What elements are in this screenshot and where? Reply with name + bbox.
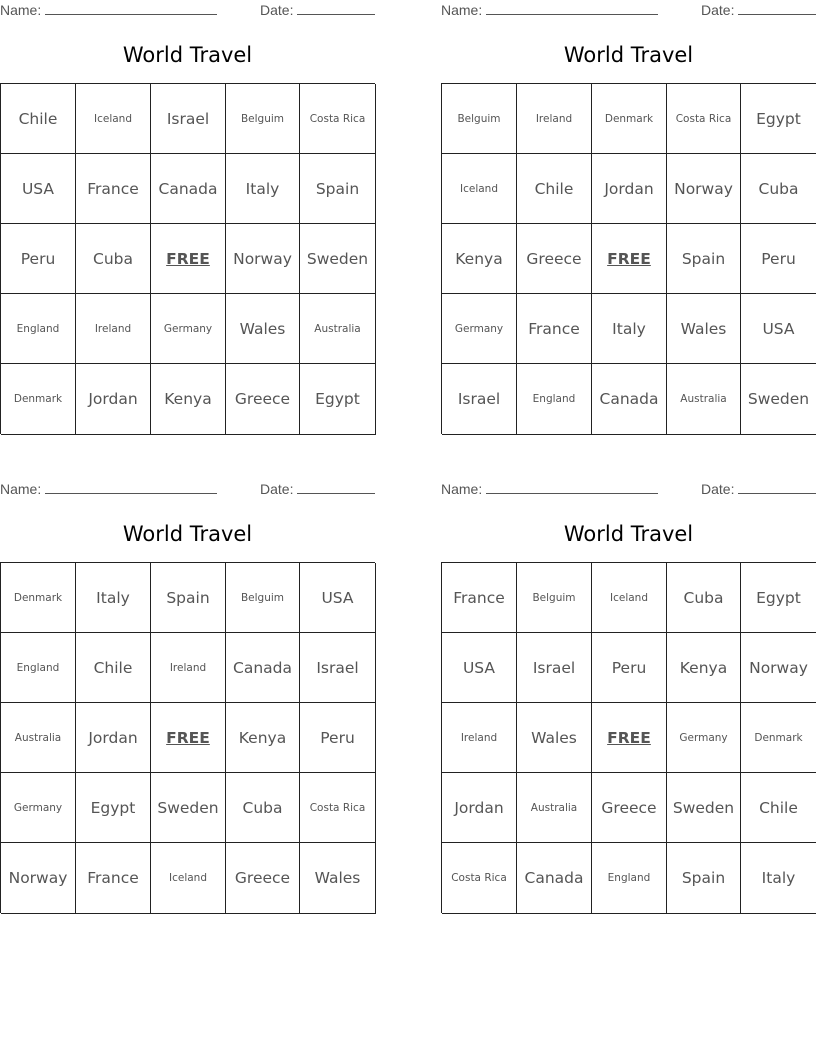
bingo-cell[interactable]: Iceland bbox=[151, 843, 226, 914]
bingo-cell[interactable]: Kenya bbox=[226, 703, 300, 773]
name-blank-line[interactable] bbox=[45, 481, 217, 494]
bingo-cell[interactable]: Australia bbox=[517, 773, 592, 843]
bingo-cell[interactable]: Greece bbox=[517, 224, 592, 294]
card-header bbox=[441, 0, 816, 20]
bingo-cell[interactable]: Sweden bbox=[151, 773, 226, 843]
bingo-cell[interactable]: Jordan bbox=[592, 154, 667, 224]
bingo-cell[interactable]: Chile bbox=[1, 84, 76, 154]
bingo-cell[interactable]: Canada bbox=[226, 633, 300, 703]
bingo-cell[interactable]: Wales bbox=[300, 843, 376, 914]
name-blank-line[interactable] bbox=[486, 481, 658, 494]
bingo-cell[interactable]: Israel bbox=[517, 633, 592, 703]
bingo-grid bbox=[0, 83, 375, 434]
bingo-cell[interactable]: Denmark bbox=[592, 84, 667, 154]
bingo-cell[interactable]: Belguim bbox=[226, 563, 300, 633]
bingo-cell[interactable]: Spain bbox=[667, 224, 741, 294]
bingo-cell[interactable]: Jordan bbox=[76, 364, 151, 435]
bingo-cell[interactable]: Israel bbox=[442, 364, 517, 435]
bingo-cell[interactable]: Peru bbox=[300, 703, 376, 773]
bingo-cell[interactable]: Cuba bbox=[76, 224, 151, 294]
card-title: World Travel bbox=[563, 522, 694, 546]
bingo-cell[interactable]: USA bbox=[741, 294, 816, 364]
bingo-grid bbox=[441, 83, 816, 434]
card-header bbox=[0, 0, 375, 20]
bingo-cell[interactable]: Spain bbox=[151, 563, 226, 633]
bingo-card bbox=[0, 0, 375, 434]
bingo-cell[interactable]: Iceland bbox=[442, 154, 517, 224]
bingo-cell[interactable]: England bbox=[517, 364, 592, 435]
bingo-cell[interactable]: Costa Rica bbox=[300, 773, 376, 843]
bingo-cell[interactable]: Chile bbox=[76, 633, 151, 703]
date-label: Date: bbox=[701, 2, 735, 18]
name-field[interactable] bbox=[441, 2, 658, 18]
date-blank-line[interactable] bbox=[297, 2, 375, 15]
bingo-cell[interactable]: Peru bbox=[1, 224, 76, 294]
bingo-grid bbox=[0, 562, 375, 913]
bingo-card bbox=[441, 479, 816, 913]
bingo-cell[interactable]: Egypt bbox=[741, 84, 816, 154]
card-header bbox=[0, 479, 375, 499]
bingo-cell[interactable]: England bbox=[1, 633, 76, 703]
bingo-cell[interactable]: Canada bbox=[592, 364, 667, 435]
name-label: Name: bbox=[0, 2, 42, 18]
bingo-cell[interactable]: Denmark bbox=[1, 563, 76, 633]
bingo-cell[interactable]: Canada bbox=[151, 154, 226, 224]
bingo-cell[interactable]: Germany bbox=[151, 294, 226, 364]
date-field[interactable] bbox=[260, 2, 375, 18]
bingo-cell[interactable]: Germany bbox=[442, 294, 517, 364]
name-field[interactable] bbox=[0, 481, 217, 497]
bingo-cell[interactable]: Norway bbox=[741, 633, 816, 703]
bingo-cell[interactable]: Canada bbox=[517, 843, 592, 914]
name-label: Name: bbox=[0, 481, 42, 497]
bingo-cell[interactable]: Belguim bbox=[517, 563, 592, 633]
bingo-cell[interactable]: Kenya bbox=[151, 364, 226, 435]
bingo-cell[interactable]: Egypt bbox=[76, 773, 151, 843]
name-label: Name: bbox=[441, 481, 483, 497]
name-blank-line[interactable] bbox=[486, 2, 658, 15]
bingo-grid bbox=[441, 562, 816, 913]
bingo-cell[interactable]: Chile bbox=[517, 154, 592, 224]
date-label: Date: bbox=[701, 481, 735, 497]
bingo-cell[interactable]: Sweden bbox=[667, 773, 741, 843]
bingo-cell[interactable]: Israel bbox=[151, 84, 226, 154]
date-field[interactable] bbox=[260, 481, 375, 497]
name-field[interactable] bbox=[0, 2, 217, 18]
bingo-cell[interactable]: Wales bbox=[517, 703, 592, 773]
bingo-card bbox=[441, 0, 816, 434]
date-label: Date: bbox=[260, 2, 294, 18]
bingo-cell[interactable]: Egypt bbox=[300, 364, 376, 435]
bingo-cell[interactable]: Costa Rica bbox=[300, 84, 376, 154]
bingo-cell[interactable]: Norway bbox=[226, 224, 300, 294]
bingo-cell[interactable]: Denmark bbox=[1, 364, 76, 435]
card-title: World Travel bbox=[122, 43, 253, 67]
name-field[interactable] bbox=[441, 481, 658, 497]
bingo-cell[interactable]: Peru bbox=[592, 633, 667, 703]
bingo-cell[interactable]: Egypt bbox=[741, 563, 816, 633]
bingo-cell[interactable]: Belguim bbox=[442, 84, 517, 154]
bingo-cell[interactable]: Iceland bbox=[592, 563, 667, 633]
bingo-cell[interactable]: Germany bbox=[667, 703, 741, 773]
bingo-cell[interactable]: Costa Rica bbox=[667, 84, 741, 154]
bingo-cell[interactable]: Belguim bbox=[226, 84, 300, 154]
bingo-cell[interactable]: Denmark bbox=[741, 703, 816, 773]
bingo-cell[interactable]: Spain bbox=[667, 843, 741, 914]
date-field[interactable] bbox=[701, 2, 816, 18]
bingo-cell[interactable]: Germany bbox=[1, 773, 76, 843]
bingo-cell[interactable]: France bbox=[442, 563, 517, 633]
bingo-cell[interactable]: Sweden bbox=[300, 224, 376, 294]
bingo-cell[interactable]: Norway bbox=[1, 843, 76, 914]
bingo-cell[interactable]: Australia bbox=[667, 364, 741, 435]
bingo-cell[interactable]: Cuba bbox=[741, 154, 816, 224]
bingo-cell[interactable]: Wales bbox=[226, 294, 300, 364]
bingo-cell[interactable]: Italy bbox=[741, 843, 816, 914]
bingo-cell[interactable]: Costa Rica bbox=[442, 843, 517, 914]
bingo-cell[interactable]: Italy bbox=[226, 154, 300, 224]
bingo-cell[interactable]: USA bbox=[300, 563, 376, 633]
bingo-cell[interactable]: Cuba bbox=[226, 773, 300, 843]
bingo-cell[interactable]: Sweden bbox=[741, 364, 816, 435]
bingo-cell[interactable]: Norway bbox=[667, 154, 741, 224]
bingo-cell[interactable]: Iceland bbox=[76, 84, 151, 154]
free-space-cell[interactable]: FREE bbox=[151, 224, 226, 294]
card-header bbox=[441, 479, 816, 499]
bingo-cell[interactable]: Italy bbox=[76, 563, 151, 633]
date-label: Date: bbox=[260, 481, 294, 497]
bingo-cell[interactable]: Israel bbox=[300, 633, 376, 703]
bingo-cell[interactable]: Kenya bbox=[667, 633, 741, 703]
bingo-cell[interactable]: France bbox=[76, 154, 151, 224]
bingo-cell[interactable]: Ireland bbox=[517, 84, 592, 154]
bingo-cell[interactable]: Greece bbox=[226, 843, 300, 914]
bingo-cell[interactable]: Jordan bbox=[442, 773, 517, 843]
bingo-cell[interactable]: Cuba bbox=[667, 563, 741, 633]
bingo-cell[interactable]: Kenya bbox=[442, 224, 517, 294]
bingo-card bbox=[0, 479, 375, 913]
free-space-cell[interactable]: FREE bbox=[592, 224, 667, 294]
bingo-cell[interactable]: Greece bbox=[592, 773, 667, 843]
date-field[interactable] bbox=[701, 481, 816, 497]
free-space-cell[interactable]: FREE bbox=[151, 703, 226, 773]
bingo-cell[interactable]: Spain bbox=[300, 154, 376, 224]
bingo-cell[interactable]: Jordan bbox=[76, 703, 151, 773]
bingo-cell[interactable]: USA bbox=[1, 154, 76, 224]
bingo-cell[interactable]: Italy bbox=[592, 294, 667, 364]
date-blank-line[interactable] bbox=[738, 2, 816, 15]
name-label: Name: bbox=[441, 2, 483, 18]
card-title: World Travel bbox=[122, 522, 253, 546]
bingo-cell[interactable]: Ireland bbox=[76, 294, 151, 364]
bingo-cell[interactable]: England bbox=[592, 843, 667, 914]
bingo-cell[interactable]: Peru bbox=[741, 224, 816, 294]
bingo-cell[interactable]: Chile bbox=[741, 773, 816, 843]
bingo-cell[interactable]: Wales bbox=[667, 294, 741, 364]
bingo-cell[interactable]: England bbox=[1, 294, 76, 364]
bingo-cell[interactable]: USA bbox=[442, 633, 517, 703]
date-blank-line[interactable] bbox=[297, 481, 375, 494]
bingo-cell[interactable]: Australia bbox=[1, 703, 76, 773]
bingo-cell[interactable]: France bbox=[517, 294, 592, 364]
date-blank-line[interactable] bbox=[738, 481, 816, 494]
bingo-cell[interactable]: Ireland bbox=[151, 633, 226, 703]
name-blank-line[interactable] bbox=[45, 2, 217, 15]
free-space-cell[interactable]: FREE bbox=[592, 703, 667, 773]
card-title: World Travel bbox=[563, 43, 694, 67]
bingo-cell[interactable]: France bbox=[76, 843, 151, 914]
bingo-cell[interactable]: Greece bbox=[226, 364, 300, 435]
bingo-cell[interactable]: Australia bbox=[300, 294, 376, 364]
bingo-cell[interactable]: Ireland bbox=[442, 703, 517, 773]
